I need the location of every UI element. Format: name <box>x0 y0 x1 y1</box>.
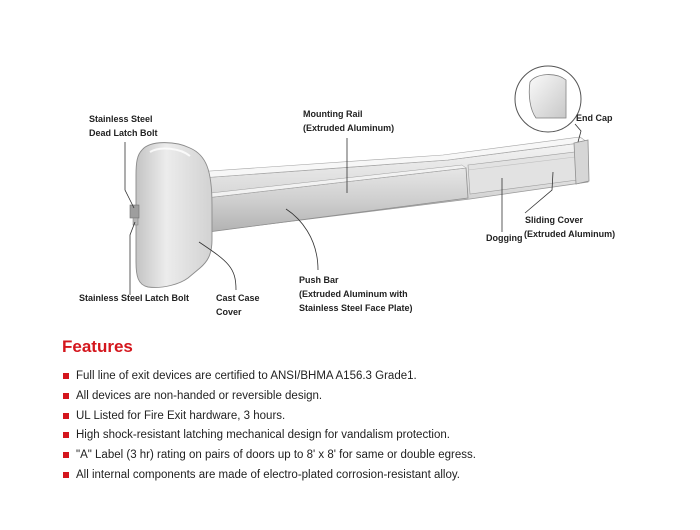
sliding-cover-label <box>525 213 615 241</box>
latch-bolt-label <box>79 291 189 305</box>
sliding-cover-label-line1: Sliding Cover <box>525 215 584 225</box>
cast-case-cover-label <box>216 291 260 319</box>
cast-case-label-line1: Cast Case <box>216 293 260 303</box>
features-title: Features <box>62 337 133 356</box>
mounting-rail-label <box>303 107 394 135</box>
bullet-icon <box>63 432 69 438</box>
dead-latch-label-line1: Stainless Steel <box>89 114 153 124</box>
sliding-cover-label-line2: (Extruded Aluminum) <box>524 229 616 239</box>
bullet-icon <box>63 413 69 419</box>
dead-latch-bolt-label <box>89 112 158 140</box>
mounting-rail-label-line2: (Extruded Aluminum) <box>303 123 395 133</box>
end-cap-inset <box>515 66 581 132</box>
end-cap <box>574 140 589 184</box>
push-bar-label-line1: Push Bar <box>299 275 339 285</box>
end-cap-label-line1: End Cap <box>576 113 613 123</box>
cast-case-cover <box>136 143 212 288</box>
feature-item <box>62 466 662 486</box>
push-bar-label-line2: (Extruded Aluminum with <box>299 289 408 299</box>
dead-latch-label-line2: Dead Latch Bolt <box>89 128 158 138</box>
bullet-icon <box>63 452 69 458</box>
feature-text: "A" Label (3 hr) rating on pairs of doors up to 8' x 8' for same or double egress. <box>76 449 476 462</box>
feature-text: All internal components are made of electro-plated corrosion-resistant alloy. <box>76 468 460 481</box>
feature-text: High shock-resistant latching mechanical design for vandalism protection. <box>76 429 450 442</box>
dead-latch-leader <box>125 142 134 208</box>
feature-text: UL Listed for Fire Exit hardware, 3 hours. <box>76 409 286 422</box>
feature-item <box>62 407 662 427</box>
feature-item <box>62 446 662 466</box>
latch-bolt <box>133 218 138 225</box>
bullet-icon <box>63 373 69 379</box>
push-bar-label-line3: Stainless Steel Face Plate) <box>299 303 413 313</box>
mounting-rail-label-line1: Mounting Rail <box>303 109 363 119</box>
bullet-icon <box>63 472 69 478</box>
cast-case-label-line2: Cover <box>216 307 242 317</box>
feature-item <box>62 367 662 387</box>
feature-text: Full line of exit devices are certified to ANSI/BHMA A156.3 Grade1. <box>76 370 417 382</box>
dogging-label-line1: Dogging <box>486 233 523 243</box>
dogging-label <box>486 231 523 245</box>
dead-latch-bolt <box>130 205 139 218</box>
features-list <box>62 367 662 486</box>
latch-bolt-leader <box>130 222 135 295</box>
bullet-icon <box>63 393 69 399</box>
latch-bolt-label-line1: Stainless Steel Latch Bolt <box>79 293 190 303</box>
features-section <box>62 337 662 486</box>
feature-item <box>62 426 662 446</box>
end-cap-label <box>576 111 613 125</box>
push-bar-label <box>299 273 413 315</box>
feature-text: All devices are non-handed or reversible design. <box>76 389 323 402</box>
feature-item <box>62 387 662 407</box>
